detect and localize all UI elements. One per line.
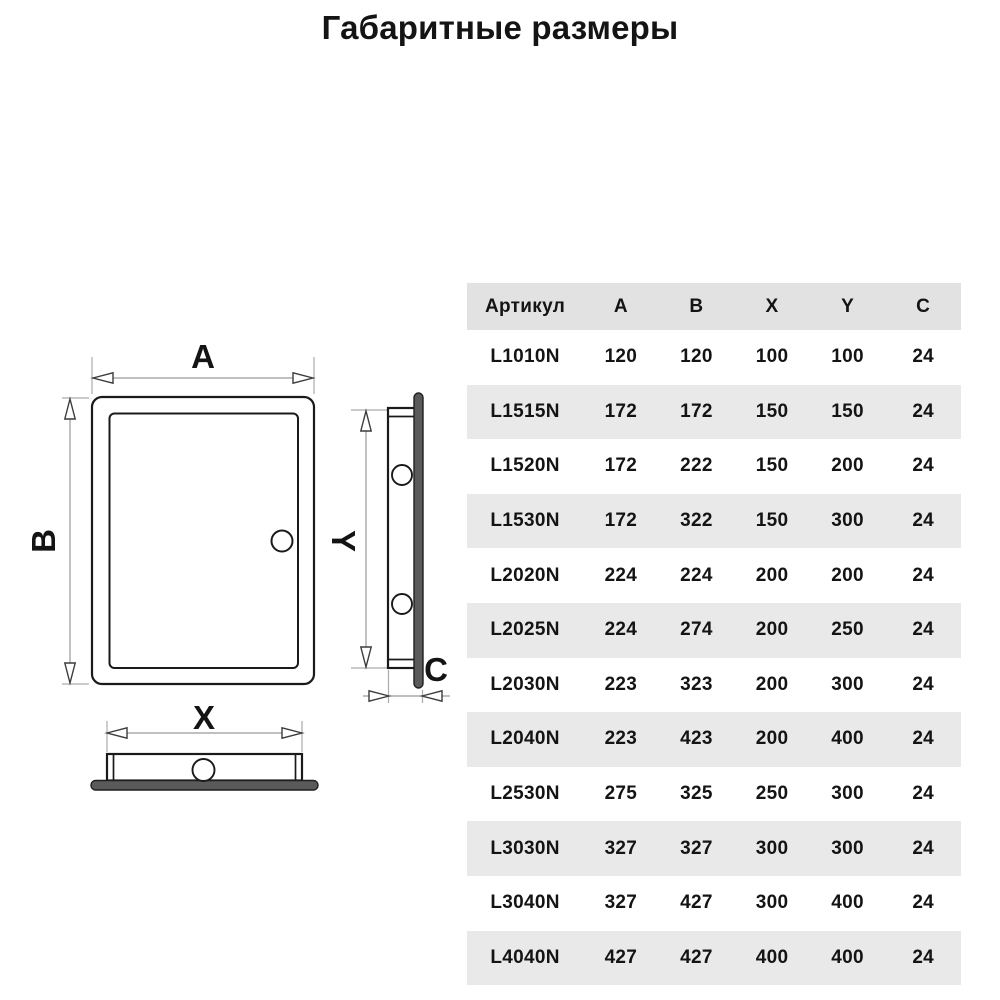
- column-header: C: [916, 295, 931, 317]
- bottom-view-hole: [193, 759, 215, 781]
- dim-label-y: Y: [325, 529, 362, 553]
- value-cell: 323: [680, 673, 713, 695]
- screw-hole-bottom: [392, 594, 412, 614]
- value-cell: 200: [755, 564, 789, 586]
- value-cell: 200: [755, 728, 789, 750]
- value-cell: 172: [680, 400, 713, 422]
- table-row: [467, 658, 961, 713]
- side-view-flange: [414, 393, 423, 688]
- dim-y-arrow-bottom: [361, 647, 371, 667]
- value-cell: 400: [831, 946, 864, 968]
- dim-b-arrow-top: [65, 399, 75, 419]
- value-cell: 172: [604, 510, 638, 532]
- dim-label-b: B: [25, 529, 62, 553]
- value-cell: 250: [755, 783, 789, 805]
- dimension-drawing: [0, 320, 470, 800]
- value-cell: 150: [831, 400, 864, 422]
- value-cell: 224: [604, 619, 638, 641]
- dimensions-table: [467, 283, 961, 985]
- dim-a-arrow-left: [93, 373, 113, 383]
- page-title: Габаритные размеры: [321, 9, 679, 46]
- value-cell: 24: [912, 400, 935, 422]
- value-cell: 427: [680, 946, 713, 968]
- value-cell: 325: [680, 783, 713, 805]
- value-cell: 300: [831, 510, 864, 532]
- front-view: [92, 397, 314, 684]
- value-cell: 222: [680, 455, 713, 477]
- value-cell: 400: [755, 946, 789, 968]
- table-row: [467, 330, 961, 385]
- value-cell: 275: [604, 783, 638, 805]
- value-cell: 423: [680, 728, 713, 750]
- article-cell: L2530N: [490, 783, 560, 805]
- side-view-body: [388, 408, 415, 668]
- value-cell: 300: [755, 837, 789, 859]
- column-header: B: [689, 295, 704, 317]
- screw-hole-top: [392, 465, 412, 485]
- value-cell: 100: [831, 346, 864, 368]
- value-cell: 24: [912, 455, 935, 477]
- value-cell: 327: [604, 892, 638, 914]
- article-cell: L2020N: [490, 564, 560, 586]
- value-cell: 24: [912, 837, 935, 859]
- value-cell: 224: [604, 564, 638, 586]
- dim-b: [62, 398, 89, 684]
- table-row: [467, 603, 961, 658]
- value-cell: 300: [755, 892, 789, 914]
- value-cell: 427: [604, 946, 638, 968]
- table-row: [467, 767, 961, 822]
- dim-label-a: A: [191, 338, 215, 375]
- article-cell: L1520N: [490, 455, 560, 477]
- value-cell: 300: [831, 837, 864, 859]
- article-cell: L2025N: [490, 619, 560, 641]
- value-cell: 24: [912, 346, 935, 368]
- value-cell: 200: [755, 673, 789, 695]
- front-view-outer-frame: [92, 397, 314, 684]
- dim-c-arrow-right: [422, 691, 442, 701]
- table-row: [467, 931, 961, 986]
- table-body: [467, 330, 961, 985]
- article-cell: L1515N: [490, 400, 560, 422]
- value-cell: 100: [755, 346, 789, 368]
- value-cell: 24: [912, 619, 935, 641]
- bottom-view-flange: [91, 781, 318, 791]
- value-cell: 274: [680, 619, 713, 641]
- side-view: [388, 393, 423, 688]
- value-cell: 400: [831, 892, 864, 914]
- bottom-view: [91, 754, 318, 790]
- value-cell: 300: [831, 673, 864, 695]
- value-cell: 223: [604, 673, 638, 695]
- column-header-article: Артикул: [485, 295, 566, 317]
- value-cell: 224: [680, 564, 713, 586]
- value-cell: 150: [755, 455, 789, 477]
- dim-label-c: C: [424, 651, 448, 688]
- value-cell: 24: [912, 892, 935, 914]
- article-cell: L3030N: [490, 837, 560, 859]
- value-cell: 24: [912, 728, 935, 750]
- dim-label-x: X: [192, 699, 216, 736]
- table-header-row: [467, 283, 961, 330]
- dim-x-arrow-left: [107, 728, 127, 738]
- value-cell: 120: [680, 346, 713, 368]
- value-cell: 120: [604, 346, 638, 368]
- dim-y-arrow-top: [361, 411, 371, 431]
- table-row: [467, 494, 961, 549]
- table-row: [467, 821, 961, 876]
- value-cell: 150: [755, 510, 789, 532]
- value-cell: 24: [912, 946, 935, 968]
- article-cell: L2040N: [490, 728, 560, 750]
- table-row: [467, 712, 961, 767]
- value-cell: 24: [912, 673, 935, 695]
- table-row: [467, 439, 961, 494]
- value-cell: 200: [831, 455, 864, 477]
- column-header: A: [613, 295, 628, 317]
- value-cell: 172: [604, 455, 638, 477]
- dim-x-arrow-right: [282, 728, 302, 738]
- article-cell: L4040N: [490, 946, 560, 968]
- value-cell: 300: [831, 783, 864, 805]
- article-cell: L1010N: [490, 346, 560, 368]
- value-cell: 400: [831, 728, 864, 750]
- article-cell: L2030N: [490, 673, 560, 695]
- value-cell: 150: [755, 400, 789, 422]
- value-cell: 427: [680, 892, 713, 914]
- table-row: [467, 385, 961, 440]
- value-cell: 322: [680, 510, 713, 532]
- value-cell: 250: [831, 619, 864, 641]
- table-row: [467, 548, 961, 603]
- dim-c-arrow-left: [369, 691, 389, 701]
- value-cell: 172: [604, 400, 638, 422]
- value-cell: 327: [680, 837, 713, 859]
- value-cell: 200: [755, 619, 789, 641]
- value-cell: 24: [912, 510, 935, 532]
- table-row: [467, 876, 961, 931]
- dim-b-arrow-bottom: [65, 663, 75, 683]
- column-header: Y: [841, 295, 855, 317]
- value-cell: 200: [831, 564, 864, 586]
- value-cell: 223: [604, 728, 638, 750]
- value-cell: 327: [604, 837, 638, 859]
- value-cell: 24: [912, 564, 935, 586]
- column-header: X: [765, 295, 779, 317]
- value-cell: 24: [912, 783, 935, 805]
- article-cell: L3040N: [490, 892, 560, 914]
- dim-a-arrow-right: [293, 373, 313, 383]
- article-cell: L1530N: [490, 510, 560, 532]
